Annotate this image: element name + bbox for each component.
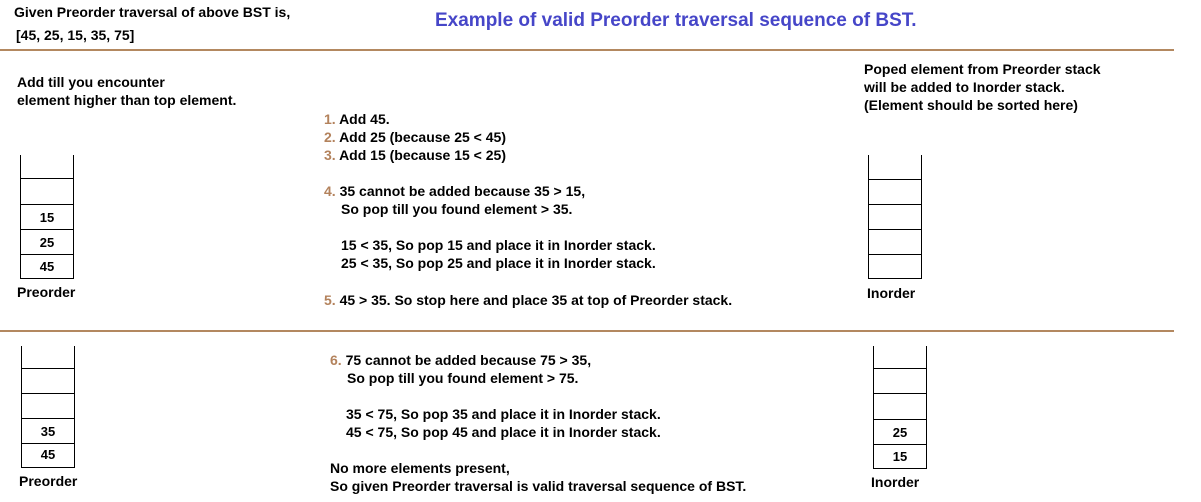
conclusion-line-2: So given Preorder traversal is valid traversal sequence of BST. bbox=[330, 478, 747, 494]
step-5-number: 5. bbox=[324, 292, 336, 308]
stack-cell bbox=[874, 368, 926, 393]
step-4-sub-2: 15 < 35, So pop 15 and place it in Inorder stack. bbox=[341, 237, 656, 253]
stack-cell bbox=[21, 178, 73, 204]
step-3: 3. Add 15 (because 15 < 25) bbox=[324, 147, 506, 163]
right-note bbox=[864, 60, 1101, 114]
step-5 bbox=[324, 291, 732, 309]
left-note-line-1: Add till you encounter bbox=[17, 74, 165, 90]
right-note-line-2: will be added to Inorder stack. bbox=[864, 79, 1065, 95]
step-4-number: 4. bbox=[324, 183, 336, 199]
stack-cell bbox=[869, 204, 921, 229]
step-4-sub-1: So pop till you found element > 35. bbox=[341, 201, 573, 217]
right-note-line-3: (Element should be sorted here) bbox=[864, 97, 1078, 113]
step-6-sub-3: 45 < 75, So pop 45 and place it in Inorder stack. bbox=[346, 424, 661, 440]
step-2: 2. Add 25 (because 25 < 45) bbox=[324, 129, 506, 145]
middle-divider bbox=[0, 330, 1174, 332]
inorder-stack-1 bbox=[868, 155, 922, 279]
conclusion-line-1: No more elements present, bbox=[330, 460, 510, 476]
stack-cell bbox=[869, 254, 921, 279]
left-note-line-2: element higher than top element. bbox=[17, 92, 237, 108]
step-6-sub-1: So pop till you found element > 75. bbox=[347, 370, 579, 386]
step-5-text: 45 > 35. So stop here and place 35 at top of Preorder stack. bbox=[339, 292, 733, 308]
preorder-stack-2 bbox=[21, 346, 75, 468]
conclusion bbox=[330, 459, 746, 495]
stack-cell: 15 bbox=[874, 444, 926, 469]
top-divider bbox=[0, 49, 1174, 51]
right-note-line-1: Poped element from Preorder stack bbox=[864, 61, 1101, 77]
inorder-label-1: Inorder bbox=[867, 285, 916, 301]
step-6-text: 75 cannot be added because 75 > 35, bbox=[345, 352, 592, 368]
step-4-sub-3: 25 < 35, So pop 25 and place it in Inorder stack. bbox=[341, 255, 656, 271]
step-6 bbox=[330, 351, 661, 441]
stack-cell bbox=[874, 393, 926, 419]
left-note bbox=[17, 73, 236, 109]
stack-cell bbox=[22, 393, 74, 418]
stack-cell: 25 bbox=[21, 229, 73, 254]
stack-cell: 45 bbox=[21, 254, 73, 279]
stack-cell: 25 bbox=[874, 419, 926, 444]
step-6-number: 6. bbox=[330, 352, 342, 368]
stack-cell: 15 bbox=[21, 204, 73, 229]
stack-cell bbox=[869, 229, 921, 254]
stack-cell bbox=[22, 368, 74, 393]
stack-cell: 45 bbox=[22, 443, 74, 468]
inorder-label-2: Inorder bbox=[871, 474, 920, 490]
stack-cell bbox=[869, 179, 921, 204]
step-1: 1. Add 45. bbox=[324, 111, 390, 127]
inorder-stack-2 bbox=[873, 346, 927, 469]
step-4-text: 35 cannot be added because 35 > 15, bbox=[339, 183, 586, 199]
given-line-2: [45, 25, 15, 35, 75] bbox=[16, 27, 135, 43]
page-title: Example of valid Preorder traversal sequence of BST. bbox=[435, 10, 917, 31]
given-line-1: Given Preorder traversal of above BST is, bbox=[14, 4, 291, 20]
section1-steps bbox=[324, 110, 506, 164]
step-4 bbox=[324, 182, 656, 272]
preorder-label-2: Preorder bbox=[19, 473, 78, 489]
step-6-sub-2: 35 < 75, So pop 35 and place it in Inorder stack. bbox=[346, 406, 661, 422]
preorder-stack-1 bbox=[20, 155, 74, 279]
preorder-label-1: Preorder bbox=[17, 284, 76, 300]
stack-cell: 35 bbox=[22, 418, 74, 443]
